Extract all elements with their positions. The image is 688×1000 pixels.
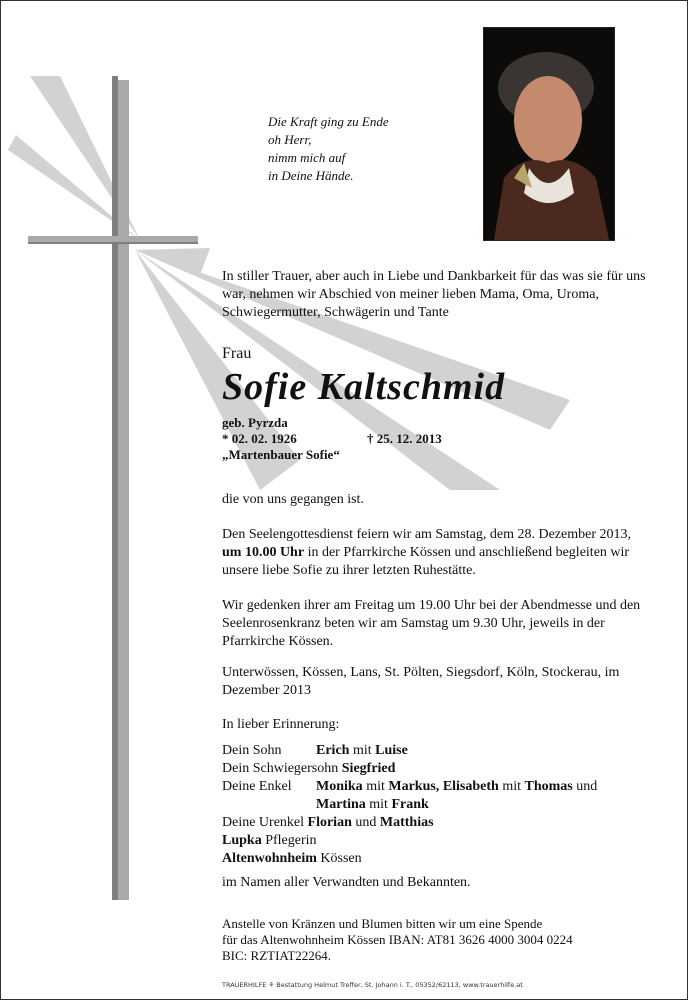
donation-line: für das Altenwohnheim Kössen IBAN: AT81 3626 4000 3004 0224	[222, 932, 573, 947]
family-row-son	[222, 742, 662, 760]
connector: und	[351, 815, 380, 830]
connector: mit	[362, 779, 389, 794]
family-label: Kössen	[316, 851, 362, 866]
family-name: Altenwohnheim	[222, 851, 317, 866]
family-name: Florian	[307, 815, 352, 830]
verse-line: nimm mich auf	[268, 150, 346, 165]
family-name: Markus,	[388, 779, 440, 794]
cross-vertical-shadow	[112, 76, 118, 900]
family-row-carer	[222, 832, 662, 850]
verse-line: Die Kraft ging zu Ende	[268, 114, 389, 129]
family-row-son-in-law	[222, 760, 662, 778]
verse-line: in Deine Hände.	[268, 168, 354, 183]
undertaker-footer: TRAUERHILFE ⚘ Bestattung Helmut Treffer, St. Johann i. T., 05352/62113, www.trauerhilfe.at	[222, 981, 523, 989]
deceased-name: Sofie Kaltschmid	[222, 366, 506, 408]
nickname: „Martenbauer Sofie“	[222, 447, 340, 462]
family-name: Luise	[375, 743, 408, 758]
intro-text: In stiller Trauer, aber auch in Liebe und Dankbarkeit für das was sie für uns war, nehmen wir Abschied von meiner lieben Mama, Oma, Uroma, Schwiegermutter, Schwägerin und Tante	[222, 269, 646, 320]
funeral-mass-text	[222, 526, 652, 580]
death-date: † 25. 12. 2013	[367, 431, 442, 446]
on-behalf-text: im Namen aller Verwandten und Bekannten.	[222, 875, 471, 890]
places-text: Unterwössen, Kössen, Lans, St. Pölten, Siegsdorf, Köln, Stockerau, im Dezember 2013	[222, 665, 620, 698]
donation-line: BIC: RZTIAT22264.	[222, 948, 332, 963]
cross-horizontal-shadow	[28, 242, 198, 244]
family-label: Dein Schwiegersohn	[222, 761, 339, 776]
mass-part1: Den Seelengottesdienst feiern wir am Samstag, dem 28. Dezember 2013,	[222, 527, 631, 542]
memorial-text: Wir gedenken ihrer am Freitag um 19.00 Uhr bei der Abendmesse und den Seelenrosenkranz beten wir am Samstag um 9.30 Uhr, jeweils in der Pfarrkirche Kössen.	[222, 598, 641, 649]
verse	[268, 113, 389, 185]
family-label: Pflegerin	[261, 833, 317, 848]
family-name: Monika	[316, 779, 363, 794]
deceased-details	[222, 415, 442, 463]
family-label: Dein Sohn	[222, 743, 282, 758]
family-name: Elisabeth	[439, 779, 499, 794]
family-label: Deine Urenkel	[222, 815, 308, 830]
connector: und	[572, 779, 598, 794]
mass-part2: in der Pfarrkirche Kössen und anschließend begleiten wir unsere liebe Sofie zu ihrer letzten Ruhestätte.	[222, 545, 630, 578]
family-row-great-grandchildren	[222, 814, 662, 832]
family-list	[222, 742, 662, 868]
maiden-name: geb. Pyrzda	[222, 415, 288, 430]
mass-time: um 10.00 Uhr	[222, 545, 305, 560]
family-name: Lupka	[222, 833, 262, 848]
cross-horizontal-beam	[28, 236, 198, 242]
connector: mit	[349, 743, 376, 758]
family-name: Matthias	[379, 815, 434, 830]
remembrance-heading: In lieber Erinnerung:	[222, 717, 340, 732]
connector: mit	[498, 779, 525, 794]
family-name: Siegfried	[341, 761, 396, 776]
family-label: Deine Enkel	[222, 779, 292, 794]
family-name: Thomas	[524, 779, 573, 794]
cross-vertical-beam	[118, 80, 129, 900]
family-row-grandchildren	[222, 778, 662, 814]
family-name: Martina	[316, 797, 366, 812]
birth-date: * 02. 02. 1926	[222, 431, 297, 446]
family-name: Frank	[391, 797, 429, 812]
verse-line: oh Herr,	[268, 132, 312, 147]
family-row-home	[222, 850, 662, 868]
donation-line: Anstelle von Kränzen und Blumen bitten wir um eine Spende	[222, 916, 543, 931]
connector: mit	[365, 797, 392, 812]
family-name: Erich	[316, 743, 350, 758]
donation-text	[222, 916, 662, 964]
portrait-photo	[483, 27, 615, 241]
title-frau: Frau	[222, 345, 252, 362]
passed-text: die von uns gegangen ist.	[222, 492, 364, 507]
